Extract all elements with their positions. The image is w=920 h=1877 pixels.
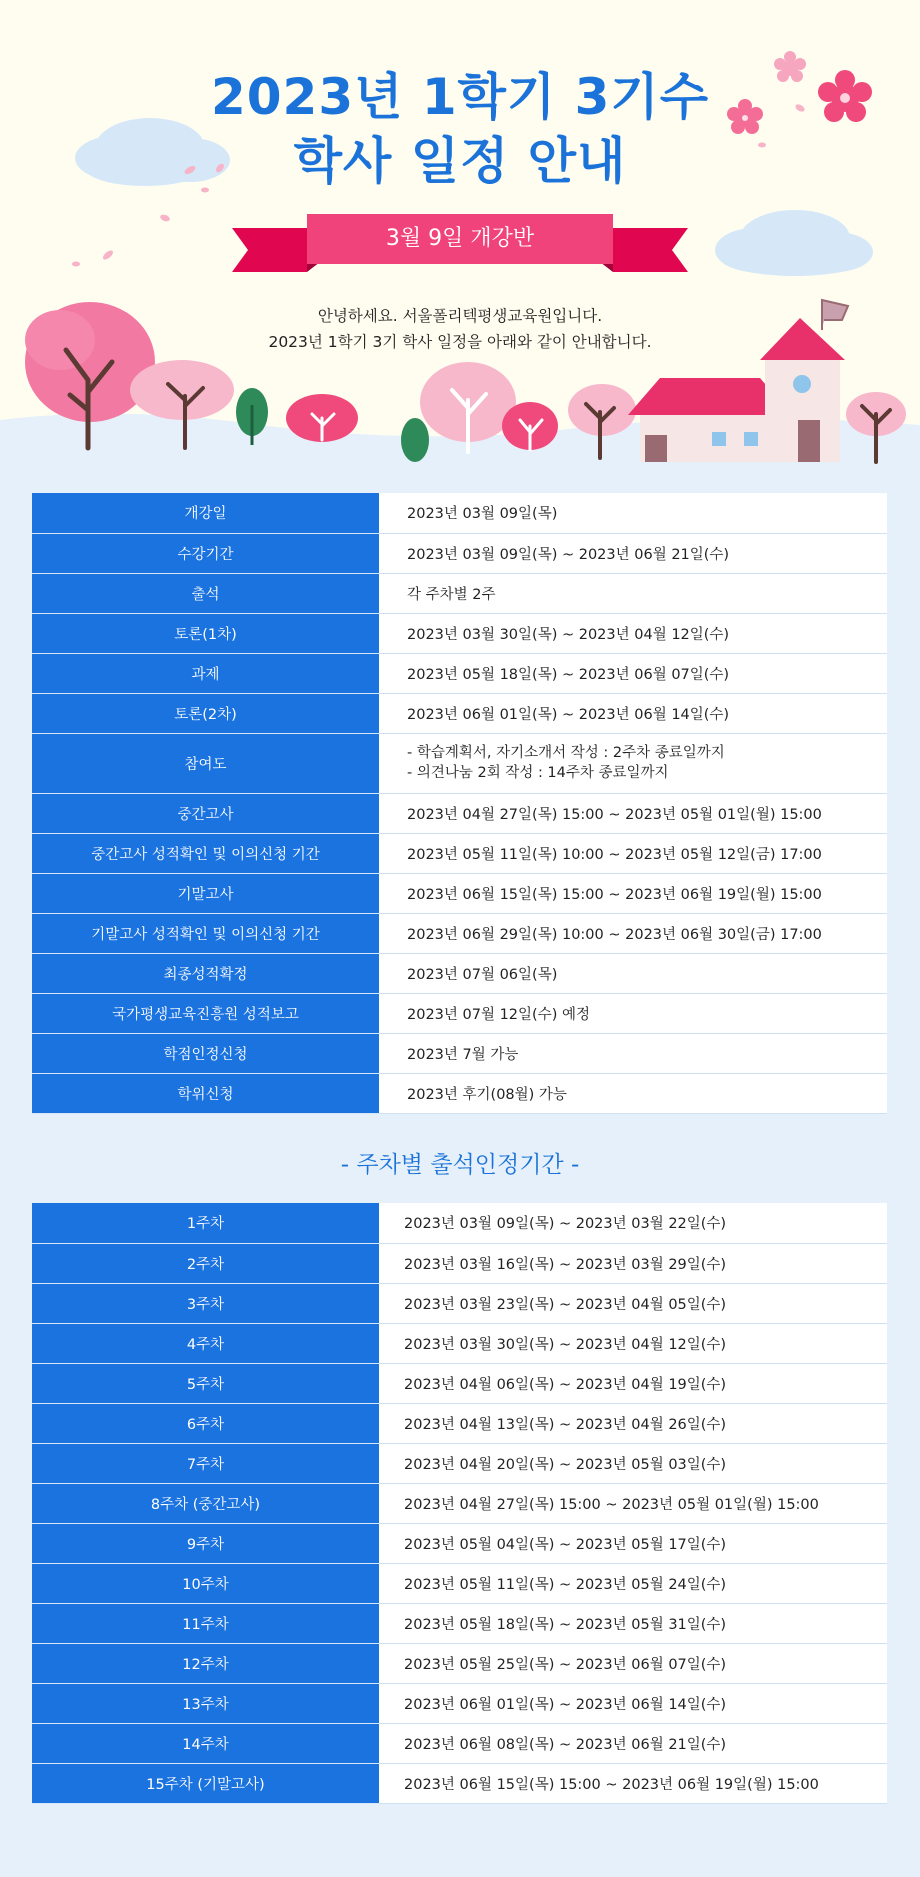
- table-row: [32, 793, 887, 833]
- page-subtitle: 학사 일정 안내: [293, 132, 627, 190]
- row-value: 각 주차별 2주: [379, 573, 887, 613]
- table-row: [32, 493, 887, 533]
- row-label: 토론(2차): [32, 693, 379, 733]
- hero-banner: [0, 0, 920, 470]
- row-value: 2023년 05월 18일(목) ~ 2023년 06월 07일(수): [379, 653, 887, 693]
- table-row: [32, 1643, 887, 1683]
- table-row: [32, 1403, 887, 1443]
- week-label: 5주차: [32, 1363, 379, 1403]
- table-row: [32, 913, 887, 953]
- week-period: 2023년 04월 20일(목) ~ 2023년 05월 03일(수): [379, 1443, 887, 1483]
- table-row: [32, 1443, 887, 1483]
- table-row: [32, 1243, 887, 1283]
- week-period: 2023년 06월 01일(목) ~ 2023년 06월 14일(수): [379, 1683, 887, 1723]
- week-label: 14주차: [32, 1723, 379, 1763]
- intro-notice: 2023년 1학기 3기 학사 일정을 아래와 같이 안내합니다.: [268, 333, 652, 351]
- table-row: [32, 1033, 887, 1073]
- row-label: 수강기간: [32, 533, 379, 573]
- row-value: 2023년 06월 29일(목) 10:00 ~ 2023년 06월 30일(금) 17:00: [379, 913, 887, 953]
- table-row: [32, 993, 887, 1033]
- row-value: 2023년 7월 가능: [379, 1033, 887, 1073]
- table-row: [32, 1563, 887, 1603]
- week-period: 2023년 05월 11일(목) ~ 2023년 05월 24일(수): [379, 1563, 887, 1603]
- week-period: 2023년 05월 04일(목) ~ 2023년 05월 17일(수): [379, 1523, 887, 1563]
- week-label: 13주차: [32, 1683, 379, 1723]
- table-row: [32, 1683, 887, 1723]
- table-row: [32, 1203, 887, 1243]
- row-label: 토론(1차): [32, 613, 379, 653]
- table-row: [32, 1073, 887, 1113]
- table-row: [32, 1323, 887, 1363]
- row-value: 2023년 05월 11일(목) 10:00 ~ 2023년 05월 12일(금) 17:00: [379, 833, 887, 873]
- table-row: [32, 693, 887, 733]
- week-period: 2023년 03월 23일(목) ~ 2023년 04월 05일(수): [379, 1283, 887, 1323]
- table-row: [32, 873, 887, 913]
- intro-greeting: 안녕하세요. 서울폴리텍평생교육원입니다.: [317, 307, 603, 325]
- week-label: 15주차 (기말고사): [32, 1763, 379, 1803]
- week-period: 2023년 05월 25일(목) ~ 2023년 06월 07일(수): [379, 1643, 887, 1683]
- week-label: 10주차: [32, 1563, 379, 1603]
- table-row: [32, 1283, 887, 1323]
- row-value: 2023년 04월 27일(목) 15:00 ~ 2023년 05월 01일(월) 15:00: [379, 793, 887, 833]
- table-row: [32, 1483, 887, 1523]
- week-label: 2주차: [32, 1243, 379, 1283]
- week-label: 6주차: [32, 1403, 379, 1443]
- row-value: 2023년 07월 06일(목): [379, 953, 887, 993]
- week-period: 2023년 03월 09일(목) ~ 2023년 03월 22일(수): [379, 1203, 887, 1243]
- week-label: 11주차: [32, 1603, 379, 1643]
- table-row: [32, 1363, 887, 1403]
- row-label: 기말고사: [32, 873, 379, 913]
- row-value: 2023년 후기(08월) 가능: [379, 1073, 887, 1113]
- cloud-right: [715, 210, 873, 276]
- week-period: 2023년 06월 08일(목) ~ 2023년 06월 21일(수): [379, 1723, 887, 1763]
- table-row: [32, 1763, 887, 1803]
- table-row: [32, 953, 887, 993]
- row-value: 2023년 06월 01일(목) ~ 2023년 06월 14일(수): [379, 693, 887, 733]
- row-value: 2023년 06월 15일(목) 15:00 ~ 2023년 06월 19일(월) 15:00: [379, 873, 887, 913]
- table-row: [32, 653, 887, 693]
- ribbon-label: 3월 9일 개강반: [385, 226, 535, 251]
- row-label: 과제: [32, 653, 379, 693]
- table-row: [32, 613, 887, 653]
- table-row: [32, 573, 887, 613]
- table-row: [32, 533, 887, 573]
- week-label: 9주차: [32, 1523, 379, 1563]
- row-label: 최종성적확정: [32, 953, 379, 993]
- row-value: 2023년 03월 09일(목): [379, 493, 887, 533]
- tree-illustration: [502, 402, 558, 450]
- row-label: 학점인정신청: [32, 1033, 379, 1073]
- week-period: 2023년 03월 30일(목) ~ 2023년 04월 12일(수): [379, 1323, 887, 1363]
- participation-item: - 의견나눔 2회 작성 : 14주차 종료일까지: [407, 765, 669, 781]
- row-label: 학위신청: [32, 1073, 379, 1113]
- row-label: 기말고사 성적확인 및 이의신청 기간: [32, 913, 379, 953]
- row-label: 개강일: [32, 493, 379, 533]
- week-label: 7주차: [32, 1443, 379, 1483]
- row-label: 참여도: [32, 733, 379, 793]
- page-title: 2023년 1학기 3기수: [210, 68, 710, 126]
- row-label: 중간고사: [32, 793, 379, 833]
- week-period: 2023년 03월 16일(목) ~ 2023년 03월 29일(수): [379, 1243, 887, 1283]
- table-row: [32, 733, 887, 793]
- table-row: [32, 1523, 887, 1563]
- week-label: 3주차: [32, 1283, 379, 1323]
- week-period: 2023년 06월 15일(목) 15:00 ~ 2023년 06월 19일(월) 15:00: [379, 1763, 887, 1803]
- week-period: 2023년 04월 06일(목) ~ 2023년 04월 19일(수): [379, 1363, 887, 1403]
- row-value: 2023년 03월 09일(목) ~ 2023년 06월 21일(수): [379, 533, 887, 573]
- week-period: 2023년 05월 18일(목) ~ 2023년 05월 31일(수): [379, 1603, 887, 1643]
- week-label: 1주차: [32, 1203, 379, 1243]
- week-period: 2023년 04월 13일(목) ~ 2023년 04월 26일(수): [379, 1403, 887, 1443]
- weekly-attendance-table: [32, 1203, 887, 1804]
- tree-illustration: [286, 394, 358, 442]
- weekly-section-title: - 주차별 출석인정기간 -: [340, 1152, 580, 1178]
- row-label: 국가평생교육진흥원 성적보고: [32, 993, 379, 1033]
- table-row: [32, 1603, 887, 1643]
- row-value: 2023년 03월 30일(목) ~ 2023년 04월 12일(수): [379, 613, 887, 653]
- week-label: 12주차: [32, 1643, 379, 1683]
- academic-schedule-table: [32, 493, 887, 1114]
- row-label: 중간고사 성적확인 및 이의신청 기간: [32, 833, 379, 873]
- week-period: 2023년 04월 27일(목) 15:00 ~ 2023년 05월 01일(월) 15:00: [379, 1483, 887, 1523]
- week-label: 8주차 (중간고사): [32, 1483, 379, 1523]
- row-label: 출석: [32, 573, 379, 613]
- row-value: [379, 733, 887, 793]
- week-label: 4주차: [32, 1323, 379, 1363]
- row-value: 2023년 07월 12일(수) 예정: [379, 993, 887, 1033]
- tree-illustration: [401, 418, 429, 462]
- table-row: [32, 1723, 887, 1763]
- participation-item: - 학습계획서, 자기소개서 작성 : 2주차 종료일까지: [407, 745, 725, 761]
- table-row: [32, 833, 887, 873]
